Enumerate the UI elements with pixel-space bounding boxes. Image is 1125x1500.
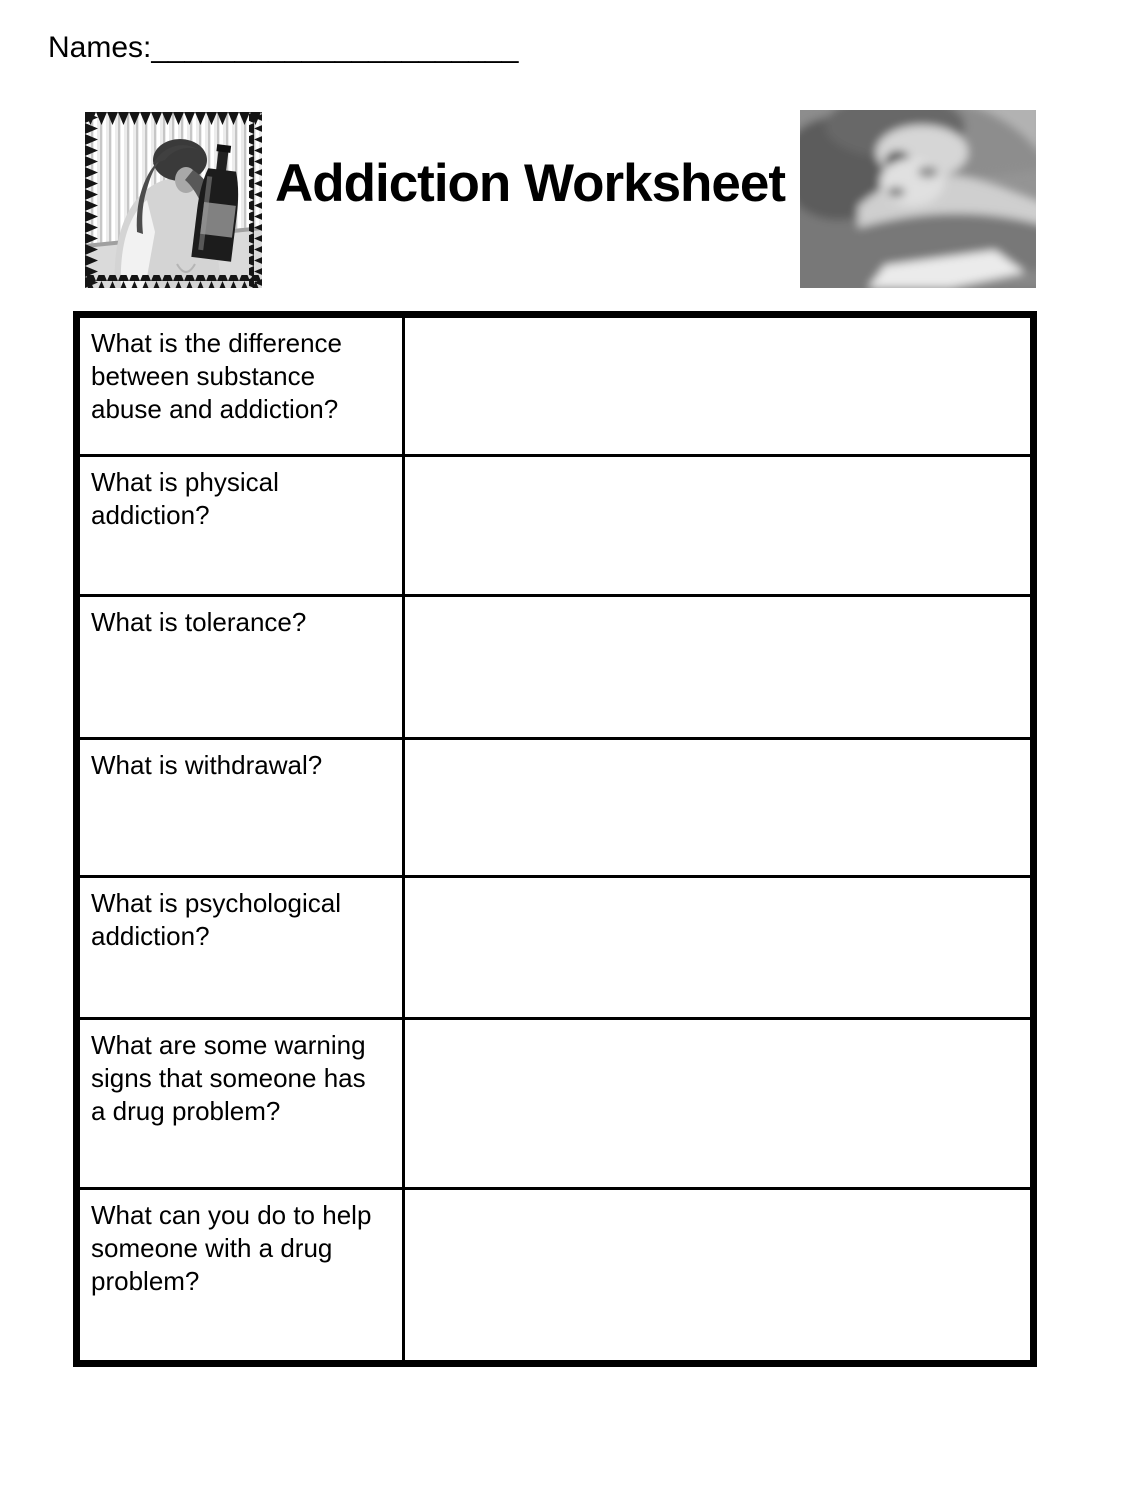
answer-cell[interactable] bbox=[404, 1189, 1034, 1364]
table-row bbox=[77, 315, 1034, 456]
question-cell: What is tolerance? bbox=[77, 596, 404, 739]
question-cell: What can you do to help someone with a drug problem? bbox=[77, 1189, 404, 1364]
table-row bbox=[77, 1019, 1034, 1189]
question-cell: What is psychological addiction? bbox=[77, 877, 404, 1019]
question-cell: What is the difference between substance abuse and addiction? bbox=[77, 315, 404, 456]
answer-cell[interactable] bbox=[404, 315, 1034, 456]
table-row bbox=[77, 456, 1034, 596]
answer-cell[interactable] bbox=[404, 739, 1034, 877]
answer-cell[interactable] bbox=[404, 1019, 1034, 1189]
question-cell: What is physical addiction? bbox=[77, 456, 404, 596]
names-label: Names: bbox=[48, 31, 152, 64]
question-cell: What are some warning signs that someone has a drug problem? bbox=[77, 1019, 404, 1189]
person-lying-down-hands-clasped-photo bbox=[800, 110, 1036, 288]
names-row bbox=[48, 30, 518, 66]
page-title: Addiction Worksheet bbox=[274, 154, 786, 213]
table-row bbox=[77, 877, 1034, 1019]
question-cell: What is withdrawal? bbox=[77, 739, 404, 877]
answer-cell[interactable] bbox=[404, 877, 1034, 1019]
answer-cell[interactable] bbox=[404, 456, 1034, 596]
answer-cell[interactable] bbox=[404, 596, 1034, 739]
names-blank-line[interactable]: ______________________ bbox=[151, 31, 519, 64]
table-row bbox=[77, 739, 1034, 877]
questions-table bbox=[73, 311, 1037, 1367]
table-row bbox=[77, 1189, 1034, 1364]
distressed-person-with-alcohol-bottle-photo bbox=[85, 112, 262, 288]
table-row bbox=[77, 596, 1034, 739]
